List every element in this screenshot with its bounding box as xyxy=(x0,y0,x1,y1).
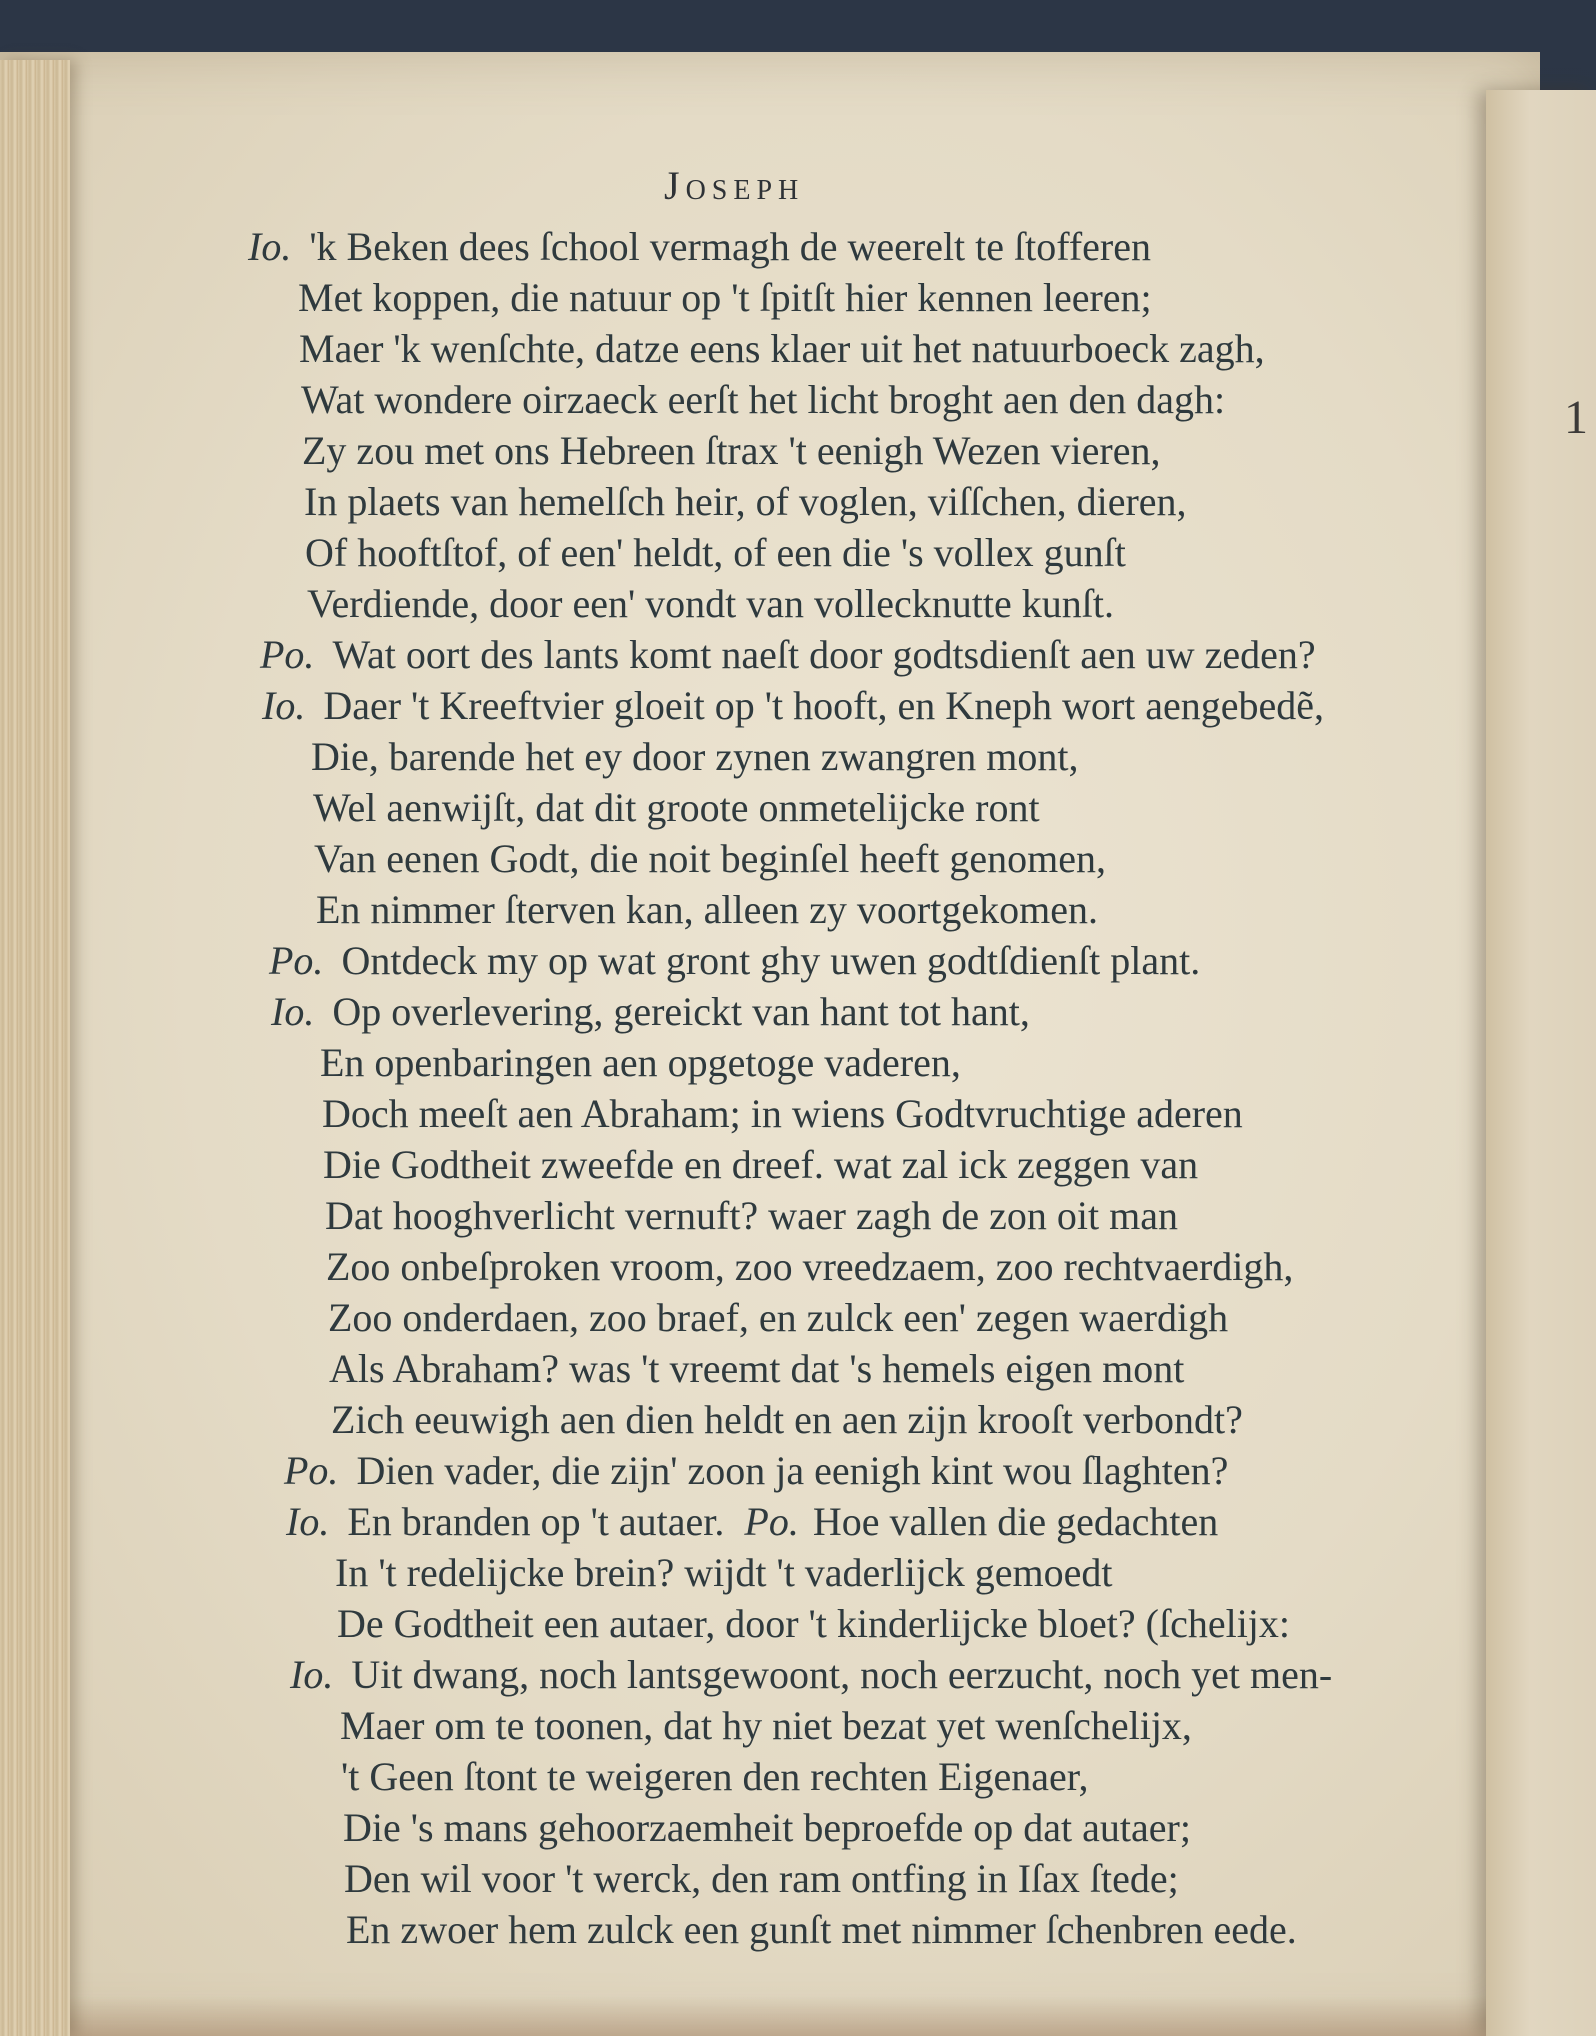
verse-text: In plaets van hemelſch heir, of voglen, viſſchen, dieren, xyxy=(304,479,1187,524)
verse-line xyxy=(248,222,1151,272)
verse-text: En nimmer ſterven kan, alleen zy voortgekomen. xyxy=(316,887,1098,932)
speaker-label: Io. xyxy=(262,683,306,728)
verse-line xyxy=(271,987,1030,1037)
verse-text: Die 's mans gehoorzaemheit beproefde op dat autaer; xyxy=(343,1805,1191,1850)
verse-line xyxy=(260,630,1316,680)
verse-text: 'k Beken dees ſchool vermagh de weerelt te ſtofferen xyxy=(309,224,1152,269)
verse-line xyxy=(341,1752,1088,1802)
verse-line xyxy=(325,1191,1178,1241)
verse-text: Die, barende het ey door zynen zwangren mont, xyxy=(311,734,1079,779)
verse-text: Doch meeſt aen Abraham; in wiens Godtvruchtige aderen xyxy=(322,1091,1243,1136)
verse-line xyxy=(323,1140,1198,1190)
verse-text: En openbaringen aen opgetoge vaderen, xyxy=(320,1040,961,1085)
verse-line xyxy=(290,1650,1332,1700)
verse-text: Dien vader, die zijn' zoon ja eenigh kint wou ſlaghten? xyxy=(356,1448,1229,1493)
verse-text: Als Abraham? was 't vreemt dat 's hemels eigen mont xyxy=(329,1346,1185,1391)
verse-line xyxy=(311,732,1078,782)
verse-line xyxy=(262,681,1324,731)
verse-text: Zoo onderdaen, zoo braef, en zulck een' zegen waerdigh xyxy=(328,1295,1229,1340)
verse-line xyxy=(299,324,1265,374)
verse-text: Wel aenwijſt, dat dit groote onmetelijcke ront xyxy=(313,785,1040,830)
facing-page-edge xyxy=(1486,90,1596,2036)
speaker-label: Io. xyxy=(290,1652,334,1697)
verse-line xyxy=(340,1701,1192,1751)
verse-text: Van eenen Godt, die noit beginſel heeft genomen, xyxy=(314,836,1106,881)
running-head: Joseph xyxy=(664,163,805,208)
verse-line xyxy=(346,1905,1297,1955)
verse-line xyxy=(301,375,1225,425)
verse-line xyxy=(298,273,1152,323)
verse-text: Die Godtheit zweefde en dreef. wat zal ick zeggen van xyxy=(323,1142,1199,1187)
verse-text: Uit dwang, noch lantsgewoont, noch eerzucht, noch yet men- xyxy=(351,1652,1333,1697)
verse-text: En zwoer hem zulck een gunſt met nimmer ſchenbren eede. xyxy=(346,1907,1297,1952)
verse-text: Daer 't Kreeftvier gloeit op 't hooft, en Kneph wort aengebedẽ, xyxy=(323,683,1325,728)
verse-text: Ontdeck my op wat gront ghy uwen godtſdienſt plant. xyxy=(341,938,1201,983)
verse-text-inline: Hoe vallen die gedachten xyxy=(812,1499,1219,1544)
verse-text: Maer 'k wenſchte, datze eens klaer uit het natuurboeck zagh, xyxy=(299,326,1265,371)
verse-text: Maer om te toonen, dat hy niet bezat yet wenſchelijx, xyxy=(340,1703,1192,1748)
verse-text-block xyxy=(0,222,1540,2022)
book-page xyxy=(0,52,1540,2036)
page-stack-edge xyxy=(0,60,70,2036)
verse-line xyxy=(326,1242,1293,1292)
verse-text: In 't redelijcke brein? wijdt 't vaderlijck gemoedt xyxy=(335,1550,1113,1595)
speaker-label: Io. xyxy=(248,224,292,269)
verse-text: Zy zou met ons Hebreen ſtrax 't eenigh Wezen vieren, xyxy=(302,428,1161,473)
verse-line xyxy=(335,1548,1112,1598)
verse-text: Den wil voor 't werck, den ram ontfing in Iſax ſtede; xyxy=(344,1856,1179,1901)
verse-line xyxy=(331,1395,1243,1445)
verse-text: En branden op 't autaer. xyxy=(347,1499,725,1544)
page-bottom-shadow xyxy=(0,1996,1540,2036)
verse-line xyxy=(269,936,1200,986)
verse-text: Zoo onbeſproken vroom, zoo vreedzaem, zoo rechtvaerdigh, xyxy=(326,1244,1294,1289)
verse-text: Zich eeuwigh aen dien heldt en aen zijn krooſt verbondt? xyxy=(331,1397,1243,1442)
verse-line xyxy=(286,1497,1218,1547)
speaker-label: Po. xyxy=(269,938,324,983)
speaker-label: Io. xyxy=(271,989,315,1034)
verse-line xyxy=(343,1803,1191,1853)
verse-text: Of hooftſtof, of een' heldt, of een die 's vollex gunſt xyxy=(305,530,1126,575)
verse-line xyxy=(302,426,1160,476)
verse-line xyxy=(316,885,1098,935)
facing-page-fragment: 1 xyxy=(1564,391,1588,444)
verse-line xyxy=(305,528,1126,578)
verse-text: Op overlevering, gereickt van hant tot hant, xyxy=(332,989,1030,1034)
verse-text: Wat wondere oirzaeck eerſt het licht broght aen den dagh: xyxy=(301,377,1226,422)
verse-line xyxy=(284,1446,1228,1496)
speaker-label: Po. xyxy=(260,632,315,677)
speaker-label: Io. xyxy=(286,1499,330,1544)
verse-line xyxy=(304,477,1187,527)
verse-line xyxy=(337,1599,1290,1649)
speaker-label-inline: Po. xyxy=(744,1499,799,1544)
verse-line xyxy=(307,579,1114,629)
verse-text: 't Geen ſtont te weigeren den rechten Eigenaer, xyxy=(341,1754,1089,1799)
verse-text: Dat hooghverlicht vernuft? waer zagh de zon oit man xyxy=(325,1193,1179,1238)
verse-line xyxy=(313,783,1040,833)
verse-text: Wat oort des lants komt naeſt door godtsdienſt aen uw zeden? xyxy=(332,632,1316,677)
verse-line xyxy=(344,1854,1179,1904)
verse-line xyxy=(322,1089,1243,1139)
verse-line xyxy=(328,1293,1228,1343)
verse-line xyxy=(314,834,1106,884)
verse-line xyxy=(329,1344,1184,1394)
verse-line xyxy=(320,1038,961,1088)
verse-text: Met koppen, die natuur op 't ſpitſt hier kennen leeren; xyxy=(298,275,1152,320)
speaker-label: Po. xyxy=(284,1448,339,1493)
verse-text: Verdiende, door een' vondt van vollecknutte kunſt. xyxy=(307,581,1114,626)
verse-text: De Godtheit een autaer, door 't kinderlijcke bloet? (ſchelijx: xyxy=(337,1601,1291,1646)
